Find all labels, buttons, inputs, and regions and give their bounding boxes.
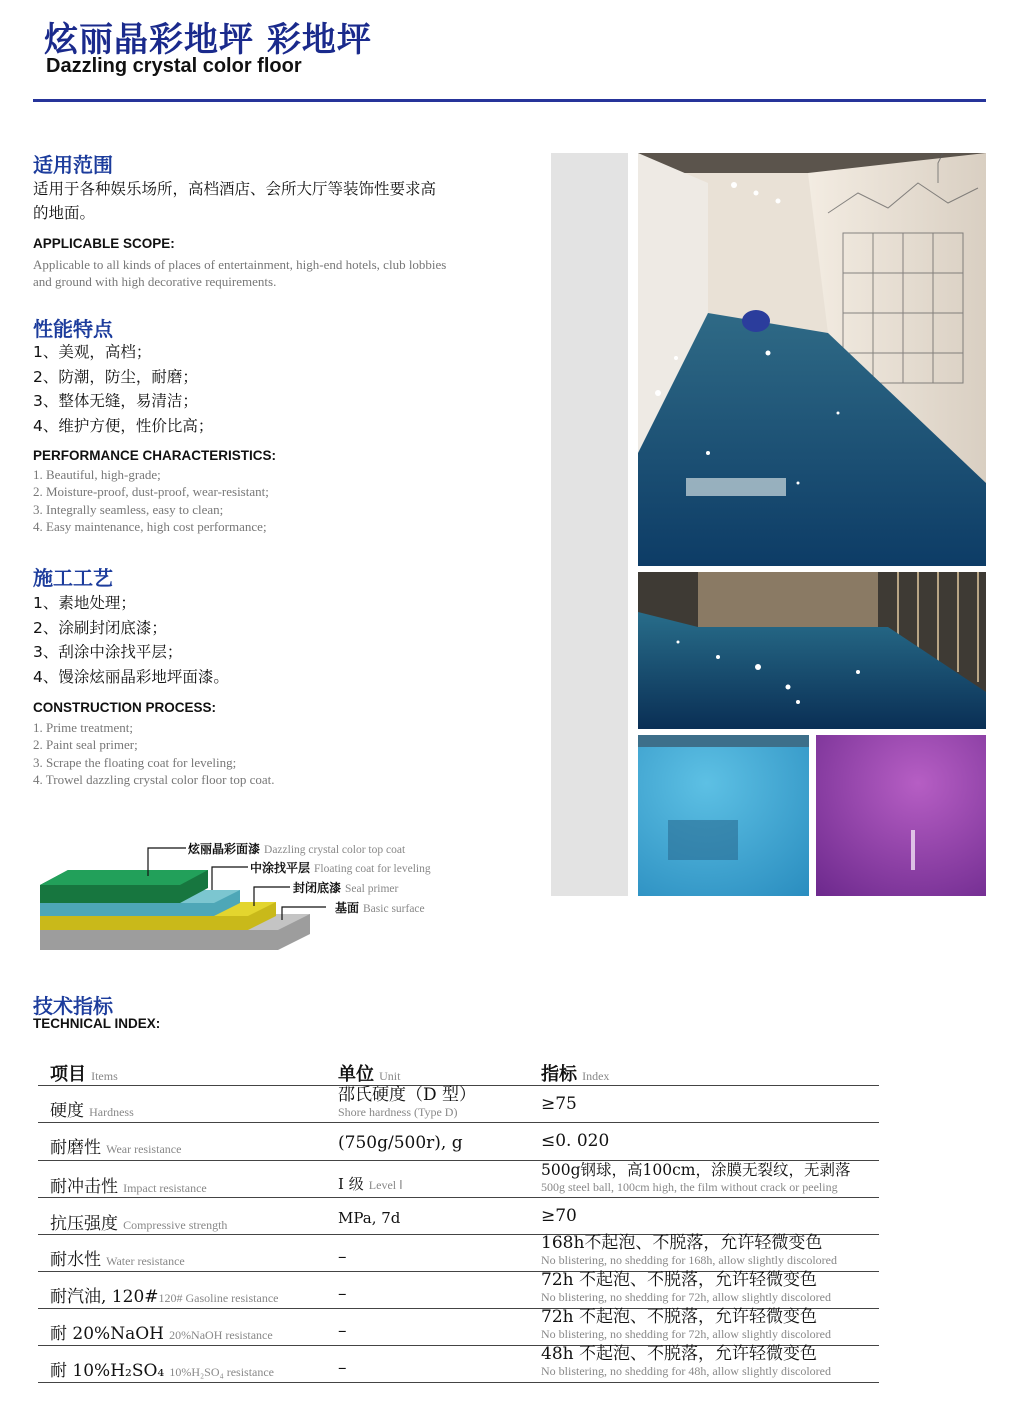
row-index: 72h 不起泡、不脱落，允许轻微变色 No blistering, no shedding for 72h, allow slightly discolored [541,1307,831,1341]
photo-panel-background [551,153,628,896]
tech-heading-en: TECHNICAL INDEX: [33,1016,161,1031]
performance-item-cn: 2、防潮，防尘，耐磨； [33,367,198,386]
table-header-row [38,1054,879,1086]
page-title: 炫丽晶彩地坪 彩地坪 [44,20,372,60]
tech-heading-cn: 技术指标 [33,994,113,1018]
header-unit: 单位 Unit [338,1064,401,1085]
header-divider [33,99,986,102]
page-subtitle: Dazzling crystal color floor [46,55,302,77]
table-row [38,1309,879,1346]
row-unit: Ⅰ 级 Level Ⅰ [338,1175,403,1193]
scope-body-cn-2: 的地面。 [33,204,96,222]
row-index: ≤0. 020 [541,1131,610,1151]
construction-heading-cn: 施工工艺 [33,566,113,590]
photo-hall-floor [638,572,986,729]
row-index: 48h 不起泡、不脱落，允许轻微变色 No blistering, no shedding for 48h, allow slightly discolored [541,1344,831,1378]
scope-heading-en: APPLICABLE SCOPE: [33,236,175,251]
construction-item-en: 1. Prime treatment; [33,720,134,735]
table-row [38,1235,879,1272]
leader-line [212,867,248,890]
row-unit: – [338,1358,347,1378]
row-unit: 邵氏硬度（D 型） Shore hardness (Type D) [338,1085,477,1119]
construction-item-en: 4. Trowel dazzling crystal color floor top coat. [33,771,275,787]
performance-item-cn: 1、美观，高档； [33,343,152,361]
performance-item-cn: 4、维护方便，性价比高； [33,416,214,435]
scope-body-cn-1: 适用于各种娱乐场所，高档酒店、会所大厅等装饰性要求高 [33,180,437,198]
row-item: 耐磨性 Wear resistance [50,1138,182,1158]
layer-label-topcoat: 炫丽晶彩面漆 Dazzling crystal color top coat [188,842,406,856]
row-unit: MPa, 7d [338,1209,401,1227]
construction-item-en: 3. Scrape the floating coat for leveling; [33,754,237,770]
row-index: 500g钢球，高100cm，涂膜无裂纹，无剥落 500g steel ball, 100cm high, the film without crack or peeling [541,1161,851,1194]
row-unit: – [338,1321,347,1341]
layer-topcoat-top [40,870,208,885]
layer-label-primer: 封闭底漆 Seal primer [293,881,399,895]
performance-item-en: 1. Beautiful, high-grade; [33,467,161,482]
floor-layer-diagram [36,840,326,955]
row-item: 耐 20%NaOH 20%NaOH resistance [50,1324,273,1344]
table-row [38,1123,879,1161]
photo-purple-sample [816,735,986,896]
row-item: 耐 10%H₂SO₄ 10%H₂SO₄ resistance [50,1361,275,1381]
scope-body-en-1: Applicable to all kinds of places of entertainment, high-end hotels, club lobbies [33,257,447,272]
table-row [38,1272,879,1309]
header-index: 指标 Index [541,1064,610,1085]
scope-body-en-2: and ground with high decorative requirements. [33,274,277,289]
row-unit: – [338,1284,347,1304]
table-row [38,1346,879,1383]
photo-corridor-floor [638,153,986,566]
construction-item-cn: 1、素地处理； [33,594,136,612]
layer-label-base: 基面 Basic surface [335,901,425,915]
table-row [38,1086,879,1123]
construction-item-cn: 4、馒涂炫丽晶彩地坪面漆。 [33,667,229,686]
construction-item-cn: 3、刮涂中涂找平层； [33,643,183,661]
performance-item-cn: 3、整体无缝，易清洁； [33,392,198,410]
row-unit: – [338,1247,347,1267]
performance-heading-cn: 性能特点 [33,317,113,341]
row-item: 耐汽油, 120#120# Gasoline resistance [50,1287,279,1307]
performance-item-en: 4. Easy maintenance, high cost performance; [33,518,267,534]
construction-heading-en: CONSTRUCTION PROCESS: [33,700,217,715]
row-unit: (750g/500r), g [338,1133,463,1153]
layer-label-leveling: 中涂找平层 Floating coat for leveling [250,861,431,875]
header-items: 项目 Items [50,1064,118,1085]
scope-heading-cn: 适用范围 [33,153,113,177]
performance-item-en: 2. Moisture-proof, dust-proof, wear-resistant; [33,484,269,500]
table-row [38,1198,879,1235]
row-index: ≥75 [541,1094,577,1114]
row-index: 168h不起泡、不脱落，允许轻微变色 No blistering, no shedding for 168h, allow slightly discolored [541,1233,837,1267]
construction-item-cn: 2、涂刷封闭底漆； [33,618,167,637]
table-row [38,1161,879,1198]
performance-item-en: 3. Integrally seamless, easy to clean; [33,501,224,517]
row-item: 耐水性 Water resistance [50,1250,185,1270]
row-item: 硬度 Hardness [50,1101,134,1121]
construction-item-en: 2. Paint seal primer; [33,737,138,753]
row-item: 抗压强度 Compressive strength [50,1214,228,1234]
photo-blue-sample [638,735,809,896]
performance-heading-en: PERFORMANCE CHARACTERISTICS: [33,448,276,463]
row-item: 耐冲击性 Impact resistance [50,1177,207,1197]
row-index: ≥70 [541,1206,577,1226]
row-index: 72h 不起泡、不脱落，允许轻微变色 No blistering, no shedding for 72h, allow slightly discolored [541,1270,831,1304]
